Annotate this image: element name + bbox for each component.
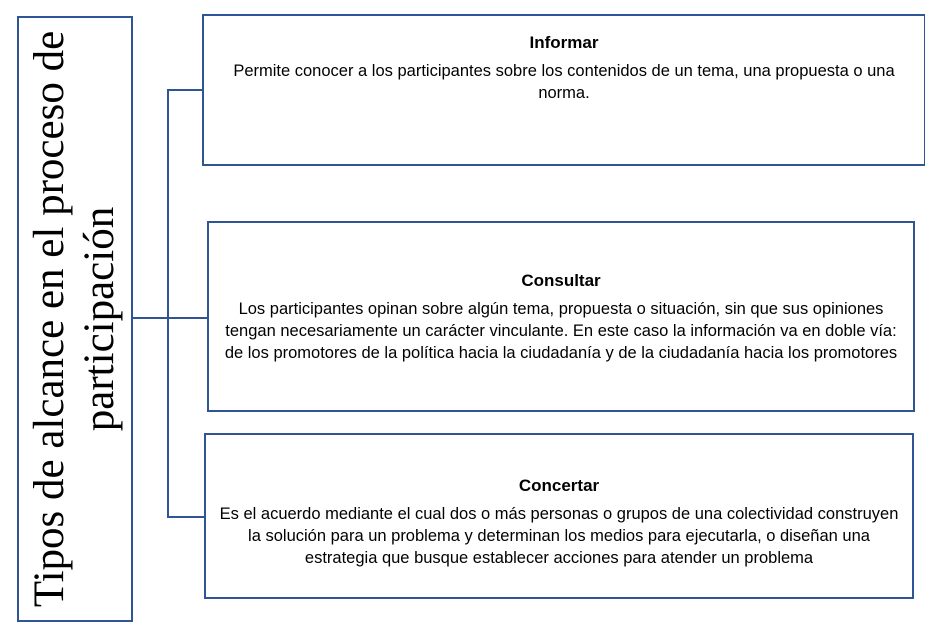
card-concertar (204, 433, 914, 599)
root-box (17, 16, 133, 622)
card-title-consultar: Consultar (521, 270, 601, 290)
card-description-concertar: Es el acuerdo mediante el cual dos o más personas o grupos de una colectividad construyen la solución para un problema y determinan los medios para ejecutarla, o diseñan una estrategia que busque establecer acciones para atender un problema (219, 505, 899, 567)
connector-to-informar (167, 89, 203, 91)
connector-to-concertar (167, 516, 205, 518)
connector-to-consultar (167, 317, 208, 319)
card-description-informar: Permite conocer a los participantes sobre los contenidos de un tema, una propuesta o una norma. (233, 62, 895, 102)
connector-vertical-trunk (167, 90, 169, 518)
root-title: Tipos de alcance en el proceso de participación (26, 30, 123, 608)
connector-root-stub (133, 317, 169, 319)
card-informar (202, 14, 925, 166)
card-title-concertar: Concertar (518, 476, 600, 495)
card-description-consultar: Los participantes opinan sobre algún tema, propuesta o situación, sin que sus opiniones tengan necesariamente un carácter vinculante. En este caso la información va en doble vía: de los promotores de la política hacia la ciudadanía y de la ciudadanía hacia los promotores (224, 299, 898, 362)
card-title-informar: Informar (529, 33, 599, 52)
card-consultar (207, 221, 915, 412)
